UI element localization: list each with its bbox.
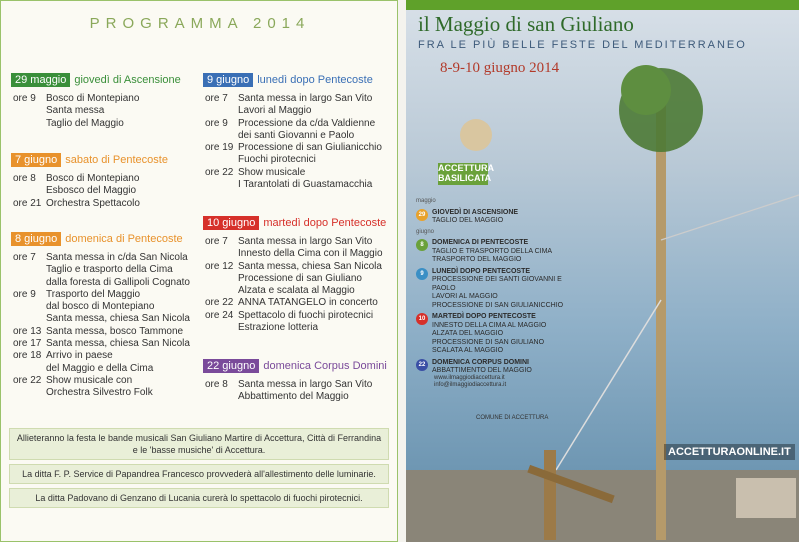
event-description: Santa messa in largo San Vito bbox=[238, 236, 373, 247]
event-description: Santa messa, bosco Tammone bbox=[46, 325, 184, 337]
day-header bbox=[11, 73, 181, 87]
schedule-line: TAGLIO E TRASPORTO DELLA CIMA bbox=[432, 247, 553, 255]
event-description: dei santi Giovanni e Paolo bbox=[238, 129, 355, 141]
schedule-line: PROCESSIONE DEI SANTI GIOVANNI E PAOLO bbox=[432, 276, 562, 292]
day-header bbox=[203, 216, 386, 230]
event-time: ore 8 bbox=[13, 173, 36, 184]
event-description: Santa messa in largo San Vito bbox=[238, 379, 373, 390]
event-description: Santa messa, chiesa San Nicola bbox=[46, 313, 190, 325]
event-row bbox=[205, 118, 382, 130]
maggio-pole bbox=[656, 100, 666, 540]
note-fireworks: La ditta Padovano di Genzano di Lucania curerà lo spettacolo di fuochi pirotecnici. bbox=[9, 488, 389, 508]
event-time bbox=[205, 154, 238, 166]
schedule-line: SCALATA AL MAGGIO bbox=[432, 347, 504, 354]
event-row bbox=[205, 391, 372, 403]
event-row bbox=[205, 261, 383, 273]
event-list bbox=[13, 252, 190, 400]
event-row bbox=[205, 130, 382, 142]
program-notes bbox=[9, 428, 389, 512]
day-date: 9 giugno bbox=[203, 73, 253, 87]
note-lights: La ditta F. P. Service di Papandrea Francesco provvederà all'allestimento delle luminarie. bbox=[9, 464, 389, 484]
poster-links bbox=[434, 375, 548, 422]
event-time: ore 22 bbox=[205, 297, 234, 309]
day-number-badge: 9 bbox=[416, 268, 428, 280]
day-subtitle: lunedì dopo Pentecoste bbox=[257, 74, 373, 86]
note-bands: Allieteranno la festa le bande musicali San Giuliano Martire di Accettura, Città di Ferrandina e le 'basse musiche' di Accettura. bbox=[9, 428, 389, 460]
event-time: ore 18 bbox=[13, 350, 42, 362]
schedule-line: PROCESSIONE DI SAN GIULIANO bbox=[432, 338, 545, 346]
schedule-line: ALZATA DEL MAGGIO bbox=[432, 330, 504, 337]
day-header bbox=[203, 359, 387, 373]
event-description: Orchestra Spettacolo bbox=[46, 197, 140, 209]
event-row bbox=[205, 93, 382, 105]
event-list bbox=[13, 173, 140, 210]
event-row bbox=[205, 297, 383, 309]
event-description: Lavori al Maggio bbox=[238, 105, 312, 117]
event-description: Santa messa, chiesa San Nicola bbox=[238, 260, 382, 272]
event-time: ore 21 bbox=[13, 197, 42, 209]
event-row bbox=[13, 363, 190, 375]
event-row bbox=[205, 273, 383, 285]
event-row bbox=[13, 326, 190, 338]
schedule-month-label: giugno bbox=[416, 228, 435, 235]
cima-tree-top bbox=[621, 65, 671, 115]
poster-subtitle: FRA LE PIÙ BELLE FESTE DEL MEDITERRANEO bbox=[418, 39, 747, 51]
event-time bbox=[205, 285, 238, 297]
poster-schedule bbox=[416, 195, 586, 376]
schedule-text bbox=[432, 239, 552, 265]
event-row bbox=[205, 179, 382, 191]
event-description: Abbattimento del Maggio bbox=[238, 391, 349, 403]
support-pole bbox=[544, 450, 556, 540]
day-subtitle: sabato di Pentecoste bbox=[65, 154, 168, 166]
event-row bbox=[205, 167, 382, 179]
event-row bbox=[13, 301, 190, 313]
schedule-text bbox=[432, 268, 586, 311]
schedule-heading: GIOVEDÌ DI ASCENSIONE bbox=[432, 208, 519, 216]
event-description: Alzata e scalata al Maggio bbox=[238, 285, 355, 297]
day-number-badge: 29 bbox=[416, 209, 428, 221]
house-shape bbox=[736, 478, 796, 518]
day-header bbox=[203, 73, 373, 87]
event-time bbox=[205, 105, 238, 117]
event-time bbox=[13, 387, 46, 399]
event-row bbox=[13, 118, 139, 130]
day-header bbox=[11, 153, 168, 167]
event-row bbox=[13, 173, 140, 185]
schedule-heading: DOMENICA DI PENTECOSTE bbox=[432, 239, 529, 246]
event-time: ore 13 bbox=[13, 325, 42, 337]
rope bbox=[661, 195, 799, 240]
event-description: Bosco di Montepiano bbox=[46, 93, 140, 104]
schedule-heading: DOMENICA CORPUS DOMINI bbox=[432, 358, 529, 366]
event-row bbox=[13, 289, 190, 301]
day-number-badge: 8 bbox=[416, 239, 428, 251]
schedule-line: PROCESSIONE DI SAN GIULIANICCHIO bbox=[432, 301, 564, 309]
event-description: Santa messa in largo San Vito bbox=[238, 93, 373, 104]
event-description: dalla foresta di Gallipoli Cognato bbox=[46, 276, 190, 288]
schedule-heading: MARTEDÌ DOPO PENTECOSTE bbox=[432, 313, 536, 320]
event-row bbox=[13, 350, 190, 362]
website-link[interactable]: www.ilmaggiodiaccettura.it bbox=[434, 375, 505, 381]
event-description: Esbosco del Maggio bbox=[46, 185, 137, 197]
event-time: ore 8 bbox=[205, 379, 228, 390]
top-band bbox=[406, 0, 799, 10]
event-description: dal bosco di Montepiano bbox=[46, 301, 155, 313]
event-row bbox=[205, 142, 382, 154]
event-time: ore 7 bbox=[205, 93, 228, 104]
day-date: 8 giugno bbox=[11, 232, 61, 246]
event-time bbox=[13, 313, 46, 325]
schedule-line: TAGLIO DEL MAGGIO bbox=[432, 217, 504, 224]
event-time bbox=[13, 118, 46, 130]
day-subtitle: domenica di Pentecoste bbox=[65, 233, 183, 245]
event-description: Trasporto del Maggio bbox=[46, 288, 141, 300]
event-row bbox=[205, 379, 372, 391]
comune-label: COMUNE DI ACCETTURA bbox=[476, 415, 549, 421]
event-time bbox=[205, 273, 238, 285]
event-description: Spettacolo di fuochi pirotecnici bbox=[238, 309, 374, 321]
schedule-text bbox=[432, 313, 546, 356]
event-row bbox=[13, 185, 140, 197]
day-number-badge: 10 bbox=[416, 313, 428, 325]
event-description: ANNA TATANGELO in concerto bbox=[238, 297, 378, 309]
event-time bbox=[205, 248, 238, 260]
event-list bbox=[13, 93, 139, 130]
event-time: ore 7 bbox=[205, 236, 228, 247]
day-date: 10 giugno bbox=[203, 216, 259, 230]
event-description: Santa messa, chiesa San Nicola bbox=[46, 338, 190, 350]
event-time: ore 17 bbox=[13, 338, 42, 350]
event-time bbox=[205, 130, 238, 142]
event-description: Santa messa bbox=[46, 105, 105, 117]
day-subtitle: domenica Corpus Domini bbox=[263, 360, 387, 372]
poster-dates: 8-9-10 giugno 2014 bbox=[440, 60, 560, 76]
event-description: Processione di san Giulianicchio bbox=[238, 142, 382, 154]
event-time: ore 7 bbox=[13, 252, 36, 263]
event-description: Fuochi pirotecnici bbox=[238, 154, 316, 166]
event-time bbox=[13, 363, 46, 375]
schedule-item bbox=[416, 239, 586, 265]
event-row bbox=[13, 338, 190, 350]
event-row bbox=[13, 252, 190, 264]
event-row bbox=[13, 375, 190, 387]
schedule-text bbox=[432, 359, 532, 376]
event-description: Processione da c/da Valdienne bbox=[238, 117, 376, 129]
schedule-line: TRASPORTO DEL MAGGIO bbox=[432, 256, 522, 263]
event-row bbox=[205, 285, 383, 297]
event-description: Bosco di Montepiano bbox=[46, 173, 140, 184]
schedule-line: LAVORI AL MAGGIO bbox=[432, 293, 498, 300]
event-time: ore 24 bbox=[205, 309, 234, 321]
schedule-heading: LUNEDÌ DOPO PENTECOSTE bbox=[432, 267, 531, 275]
program-page bbox=[0, 0, 398, 542]
event-time: ore 9 bbox=[13, 288, 36, 300]
event-time bbox=[13, 264, 46, 276]
event-row bbox=[205, 154, 382, 166]
schedule-item bbox=[416, 209, 586, 226]
event-time: ore 22 bbox=[205, 166, 234, 178]
poster-title: il Maggio di san Giuliano bbox=[418, 12, 634, 36]
event-row bbox=[13, 313, 190, 325]
event-time: ore 9 bbox=[13, 93, 36, 104]
schedule-item bbox=[416, 359, 586, 376]
event-time bbox=[13, 185, 46, 197]
schedule-item bbox=[416, 268, 586, 311]
event-description: Innesto della Cima con il Maggio bbox=[238, 248, 383, 260]
event-time bbox=[205, 391, 238, 403]
site-brand: ACCETTURAONLINE.IT bbox=[664, 444, 795, 460]
event-row bbox=[13, 277, 190, 289]
event-description: I Tarantolati di Guastamacchia bbox=[238, 179, 373, 191]
event-row bbox=[13, 105, 139, 117]
event-time bbox=[205, 179, 238, 191]
event-time bbox=[13, 301, 46, 313]
event-row bbox=[13, 198, 140, 210]
event-time bbox=[205, 322, 238, 334]
event-list bbox=[205, 379, 372, 404]
program-title: PROGRAMMA 2014 bbox=[89, 15, 311, 32]
day-number-badge: 22 bbox=[416, 359, 428, 371]
day-subtitle: giovedì di Ascensione bbox=[74, 74, 181, 86]
event-time: ore 19 bbox=[205, 142, 234, 154]
event-row bbox=[205, 322, 383, 334]
event-list bbox=[205, 93, 382, 191]
event-row bbox=[205, 248, 383, 260]
event-description: Estrazione lotteria bbox=[238, 322, 319, 334]
event-description: Show musicale con bbox=[46, 374, 133, 386]
schedule-text bbox=[432, 209, 518, 226]
schedule-line: INNESTO DELLA CIMA AL MAGGIO bbox=[432, 321, 547, 329]
day-date: 22 giugno bbox=[203, 359, 259, 373]
event-description: Santa messa in c/da San Nicola bbox=[46, 252, 188, 263]
schedule-month-label: maggio bbox=[416, 198, 436, 204]
event-description: Taglio e trasporto della Cima bbox=[46, 264, 173, 276]
event-time: ore 22 bbox=[13, 374, 42, 386]
event-description: Processione di san Giuliano bbox=[238, 272, 362, 284]
event-time: ore 9 bbox=[205, 117, 228, 129]
event-list bbox=[205, 236, 383, 334]
event-description: Show musicale bbox=[238, 166, 306, 178]
event-description: Arrivo in paese bbox=[46, 350, 113, 362]
event-row bbox=[13, 264, 190, 276]
schedule-item bbox=[416, 313, 586, 356]
email-link[interactable]: info@ilmaggiodiaccettura.it bbox=[434, 382, 507, 388]
event-row bbox=[13, 387, 190, 399]
event-time bbox=[13, 277, 46, 289]
day-date: 29 maggio bbox=[11, 73, 70, 87]
accettura-logo: ACCETTURA BASILICATA bbox=[438, 163, 494, 183]
schedule-line: ABBATTIMENTO DEL MAGGIO bbox=[432, 367, 532, 374]
day-date: 7 giugno bbox=[11, 153, 61, 167]
event-description: del Maggio e della Cima bbox=[46, 362, 154, 374]
event-description: Taglio del Maggio bbox=[46, 117, 124, 129]
event-row bbox=[13, 93, 139, 105]
day-subtitle: martedì dopo Pentecoste bbox=[263, 217, 387, 229]
poster-page bbox=[406, 0, 799, 542]
event-time: ore 12 bbox=[205, 260, 234, 272]
event-row bbox=[205, 105, 382, 117]
day-header bbox=[11, 232, 183, 246]
saint-statue bbox=[460, 119, 492, 151]
event-description: Orchestra Silvestro Folk bbox=[46, 387, 153, 399]
event-row bbox=[205, 236, 383, 248]
event-time bbox=[13, 105, 46, 117]
event-row bbox=[205, 310, 383, 322]
